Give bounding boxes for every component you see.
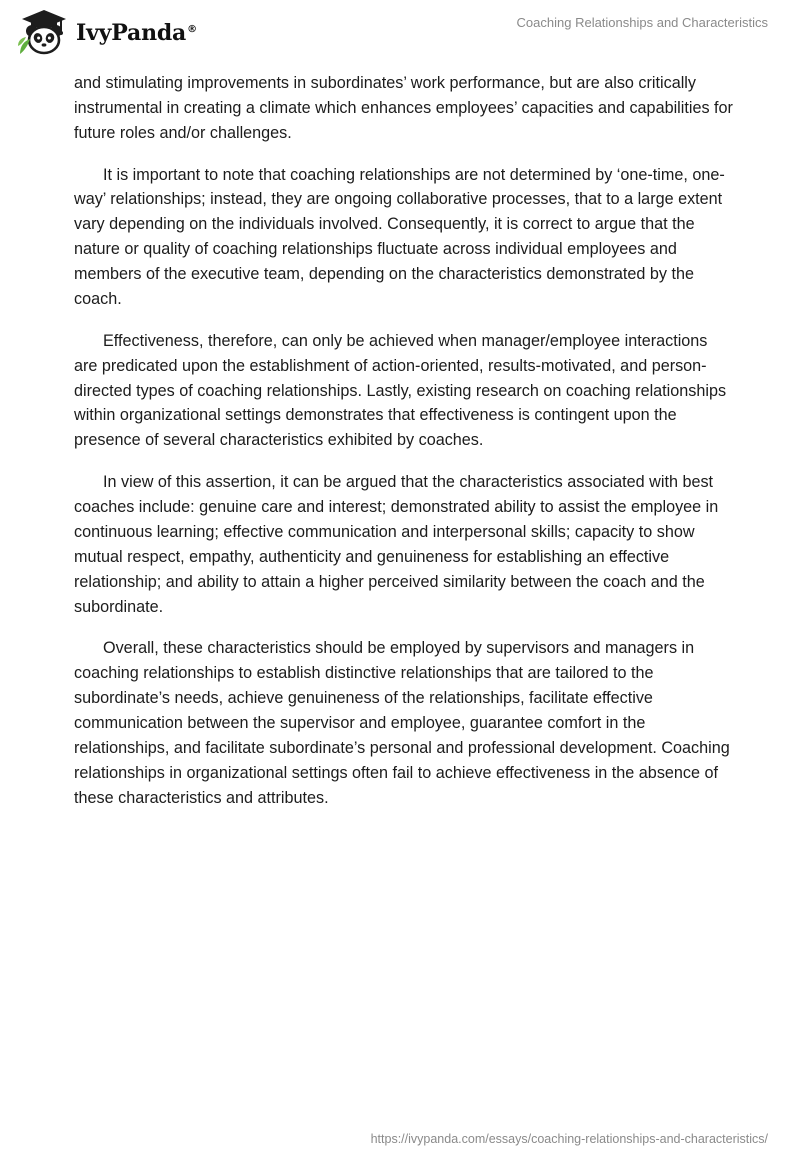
paragraph: In view of this assertion, it can be argued that the characteristics associated with best coaches include: genuine care and interest; demonstrated ability to assist the employee in continuous learning; effective communication and interpersonal skills; capacity to show mutual respect, empathy, authenticity and genuineness for establishing an effective relationship; and ability to attain a higher perceived similarity between the coach and the subordinate.: [74, 473, 719, 616]
essay-body: [74, 71, 734, 827]
source-url[interactable]: https://ivypanda.com/essays/coaching-relationships-and-characteristics/: [370, 1132, 768, 1146]
paragraph: It is important to note that coaching relationships are not determined by ‘one-time, one-way’ relationships; instead, they are ongoing collaborative processes, that to a large extent vary depending on the individuals involved. Consequently, it is correct to argue that the nature or quality of coaching relationships fluctuate across individual employees and members of the executive team, depending on the characteristics demonstrated by the coach.: [74, 165, 725, 309]
document-title: Coaching Relationships and Characteristics: [516, 15, 768, 30]
ivypanda-logo[interactable]: [14, 8, 197, 56]
page-header: [0, 0, 800, 64]
paragraph: Overall, these characteristics should be employed by supervisors and managers in coaching relationships to establish distinctive relationships that are tailored to the subordinate’s needs, achieve genuineness of the relationships, facilitate effective communication between the supervisor and employee, guarantee comfort in the relationships, and facilitate subordinate’s personal and professional development. Coaching relationships in organizational settings often fail to achieve effectiveness in the absence of these characteristics and attributes.: [74, 639, 730, 807]
paragraph: and stimulating improvements in subordinates’ work performance, but are also critically instrumental in creating a climate which enhances employees’ capacities and capabilities for future roles and/or challenges.: [74, 74, 733, 142]
brand-name: IvyPanda®: [76, 20, 197, 46]
paragraph: Effectiveness, therefore, can only be achieved when manager/employee interactions are predicated upon the establishment of action-oriented, results-motivated, and person-directed types of coaching relationships. Lastly, existing research on coaching relationships within organizational settings demonstrates that effectiveness is contingent upon the presence of several characteristics exhibited by coaches.: [74, 331, 727, 450]
panda-graduation-cap-icon: [14, 8, 72, 56]
